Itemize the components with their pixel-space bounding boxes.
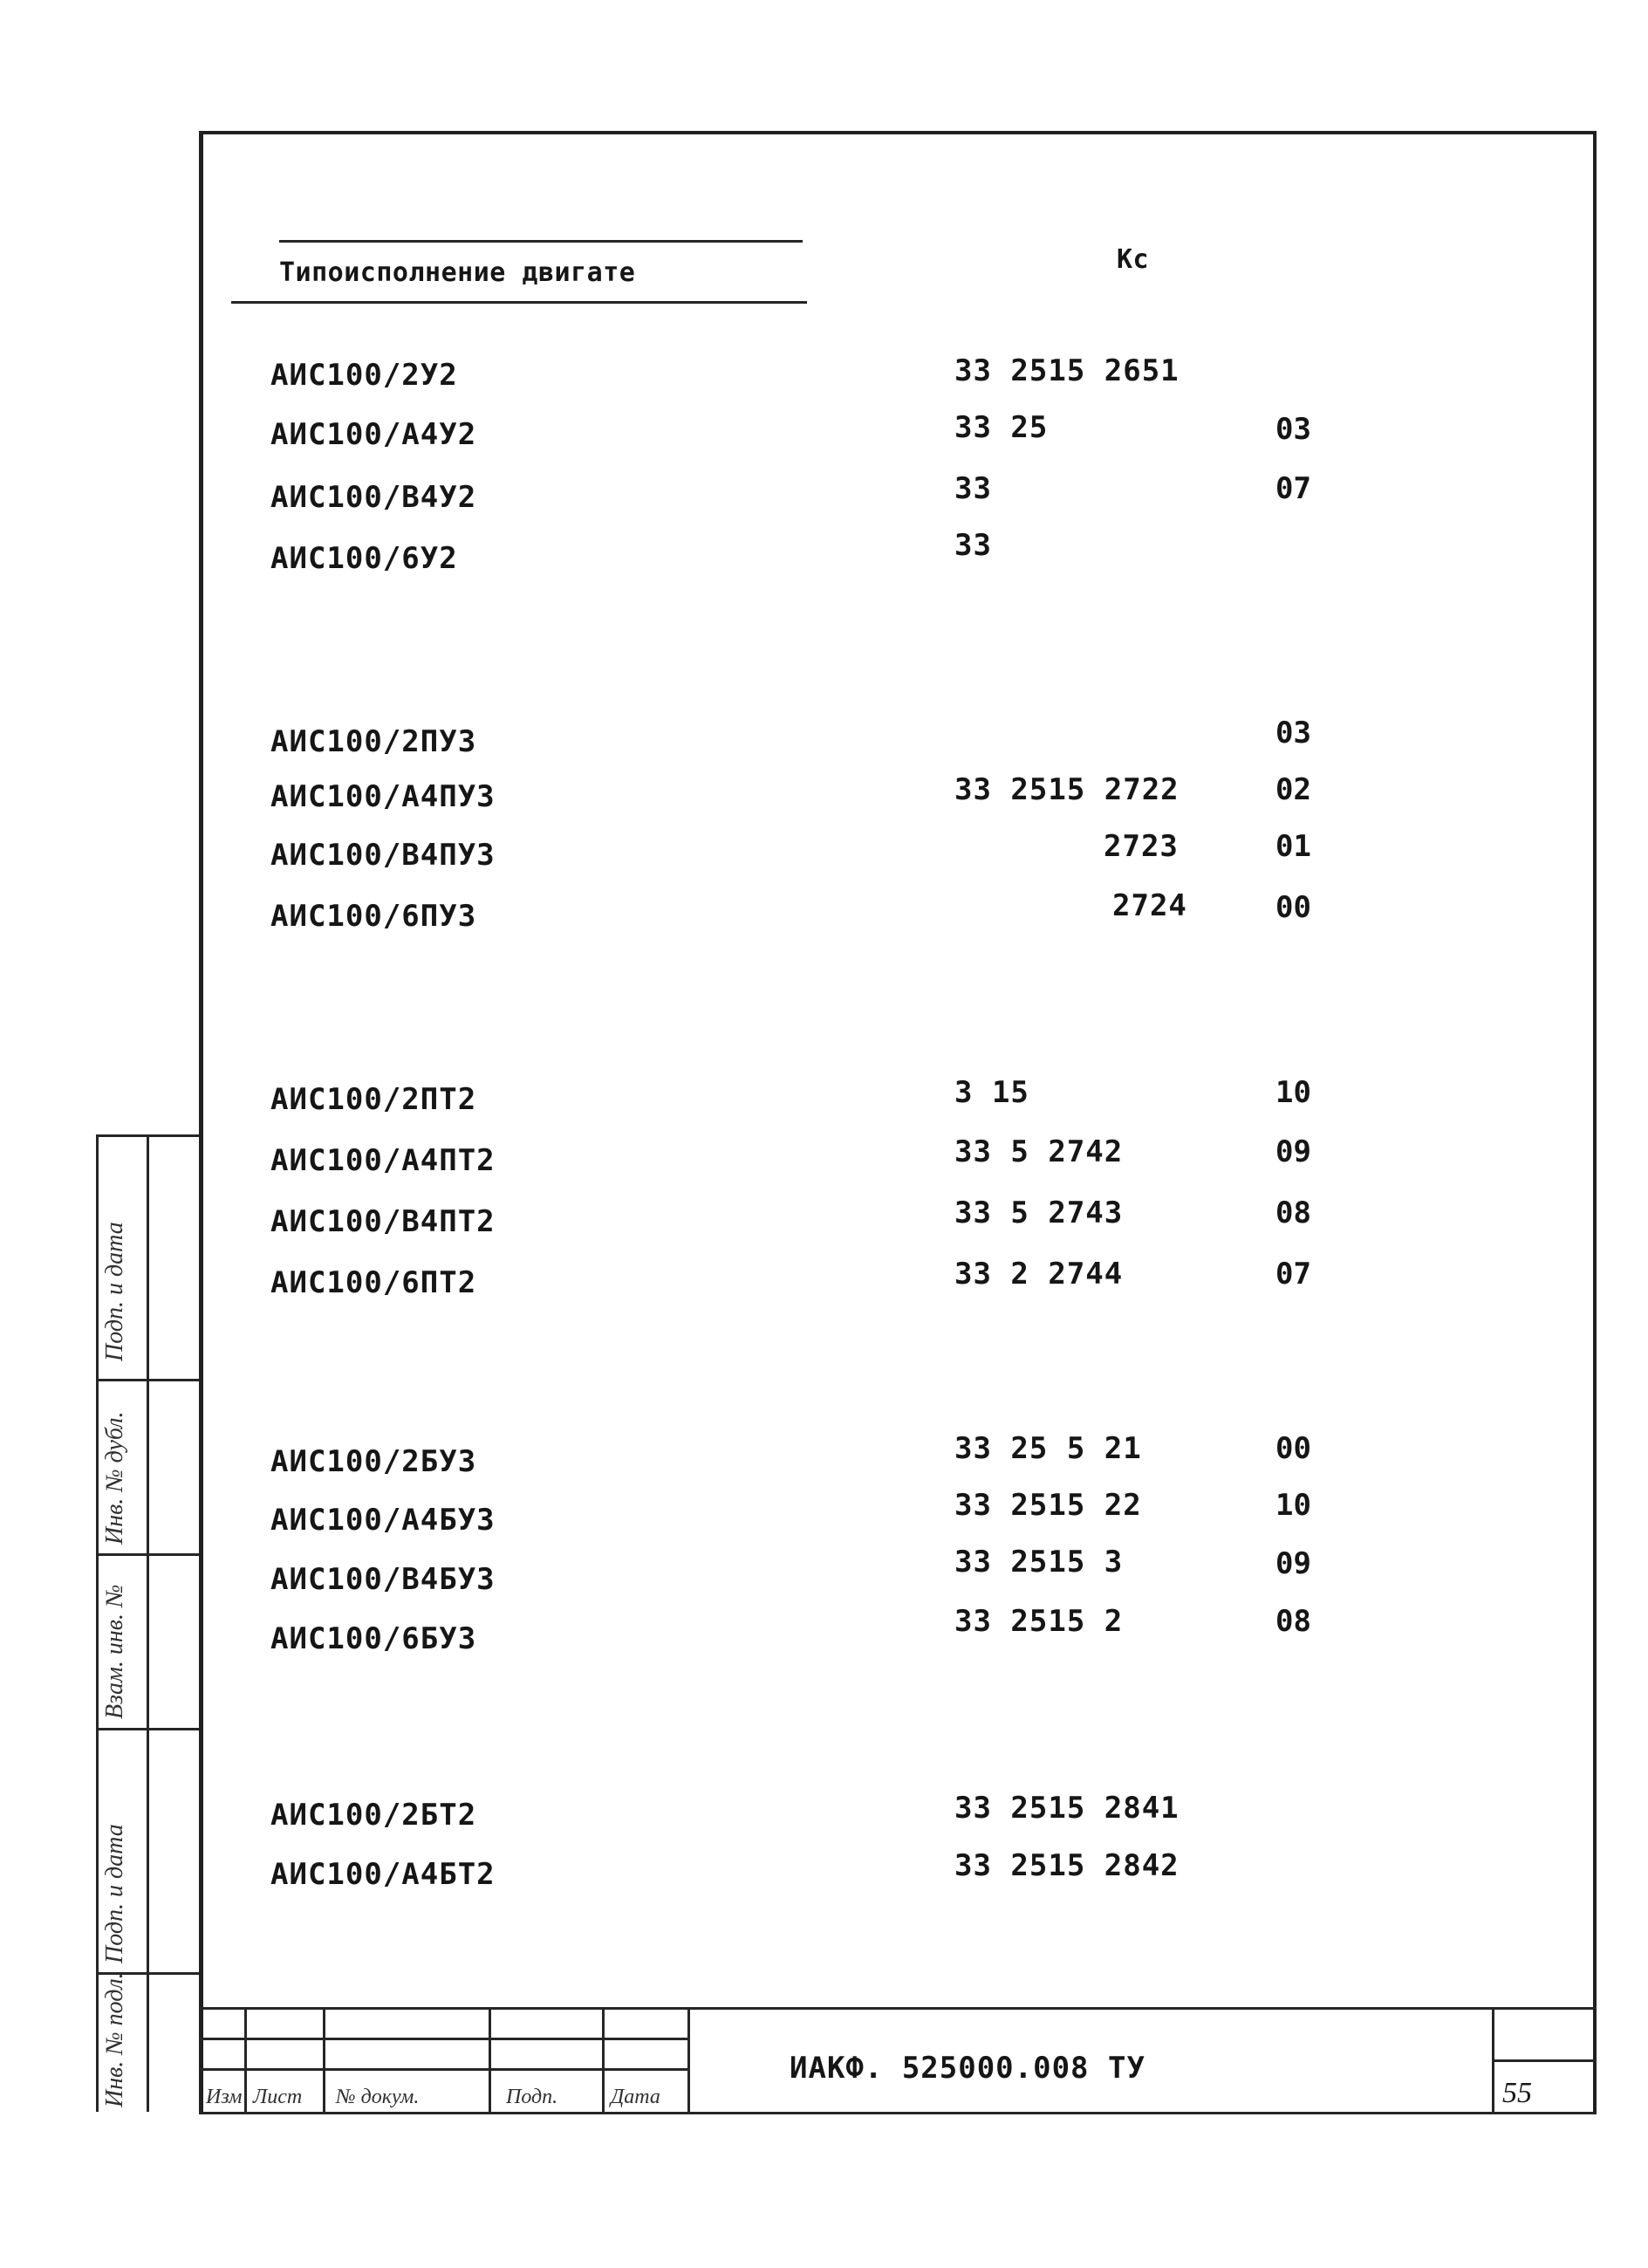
stamp-cell-doc: № докум. (336, 2086, 420, 2108)
row-model: АИС100/6ПТ2 (270, 1265, 477, 1300)
row-code: 33 2 2744 (954, 1257, 1124, 1292)
row-code: 2723 (1104, 829, 1179, 864)
document-designation: ИАКФ. 525000.008 ТУ (790, 2051, 1145, 2086)
row-model: АИС100/2У2 (270, 358, 458, 393)
side-label-inv-orig: Инв. № подл. (101, 1972, 128, 2107)
row-code: 33 5 2743 (954, 1196, 1124, 1230)
row-code: 33 (954, 471, 992, 506)
row-num: 02 (1275, 772, 1311, 807)
row-num: 00 (1275, 1431, 1311, 1466)
row-num: 07 (1275, 471, 1311, 506)
row-model: АИС100/А4ПТ2 (270, 1143, 496, 1178)
row-code: 33 2515 3 (954, 1545, 1124, 1579)
side-label-sign-date-bottom: Подп. и дата (101, 1824, 128, 1963)
title-block-col-2 (323, 2007, 325, 2112)
row-code: 33 2515 2841 (954, 1791, 1180, 1826)
title-block-sheet-rule (1492, 2059, 1597, 2062)
row-code: 33 (954, 528, 992, 563)
row-num: 07 (1275, 1257, 1311, 1292)
row-model: АИС100/В4БУ3 (270, 1562, 496, 1597)
row-model: АИС100/В4ПТ2 (270, 1204, 496, 1239)
row-code: 2724 (1112, 888, 1187, 923)
stamp-cell-date: Дата (611, 2086, 660, 2108)
row-model: АИС100/А4ПУ3 (270, 779, 496, 814)
row-model: АИС100/2БУ3 (270, 1444, 477, 1479)
title-block-col-4 (602, 2007, 605, 2112)
side-label-replace-inv: Взам. инв. № (101, 1584, 128, 1719)
title-block-col-1 (244, 2007, 247, 2112)
side-label-sign-date-top: Подп. и дата (101, 1222, 128, 1361)
title-block-bottom-rule (199, 2112, 1597, 2114)
row-model: АИС100/2ПТ2 (270, 1082, 477, 1117)
row-model: АИС100/В4У2 (270, 480, 477, 515)
row-code: 33 2515 22 (954, 1488, 1142, 1523)
header-rule-top (279, 240, 803, 243)
row-code: 33 25 5 21 (954, 1431, 1142, 1466)
row-code: 33 2515 2651 (954, 353, 1180, 388)
column-header-type: Типоисполнение двигате (279, 257, 636, 288)
row-num: 03 (1275, 716, 1311, 750)
row-model: АИС100/А4БУ3 (270, 1503, 496, 1538)
row-num: 01 (1275, 829, 1311, 864)
row-num: 03 (1275, 412, 1311, 447)
row-num: 08 (1275, 1604, 1311, 1639)
row-model: АИС100/2ПУ3 (270, 724, 477, 759)
row-code: 33 2515 2 (954, 1604, 1124, 1639)
row-model: АИС100/2БТ2 (270, 1798, 477, 1833)
title-block-mid-rule-2 (199, 2068, 687, 2071)
row-num: 10 (1275, 1488, 1311, 1523)
sheet-number: 55 (1502, 2077, 1532, 2109)
header-rule-bottom (231, 301, 807, 304)
row-model: АИС100/6ПУ3 (270, 899, 477, 934)
row-code: 33 5 2742 (954, 1134, 1124, 1169)
row-code: 33 2515 2722 (954, 772, 1180, 807)
title-block-top-rule (199, 2007, 1597, 2010)
title-block-mid-rule-1 (199, 2038, 687, 2040)
row-num: 00 (1275, 890, 1311, 925)
row-code: 3 15 (954, 1075, 1029, 1110)
row-model: АИС100/В4ПУ3 (270, 838, 496, 873)
row-code: 33 25 (954, 410, 1049, 445)
row-code: 33 2515 2842 (954, 1848, 1180, 1883)
row-num: 10 (1275, 1075, 1311, 1110)
column-header-code: Кс (1117, 244, 1150, 275)
row-num: 08 (1275, 1196, 1311, 1230)
stamp-cell-izm: Изм (206, 2086, 243, 2108)
row-model: АИС100/А4У2 (270, 417, 477, 452)
side-label-inv-dup: Инв. № дубл. (101, 1411, 128, 1545)
row-model: АИС100/6БУ3 (270, 1621, 477, 1656)
title-block-col-3 (489, 2007, 491, 2112)
title-block-col-5 (687, 2007, 690, 2112)
row-num: 09 (1275, 1546, 1311, 1581)
row-model: АИС100/А4БТ2 (270, 1857, 496, 1892)
stamp-cell-list: Лист (253, 2086, 303, 2108)
stamp-cell-sign: Подп. (506, 2086, 558, 2108)
row-num: 09 (1275, 1134, 1311, 1169)
row-model: АИС100/6У2 (270, 541, 458, 576)
